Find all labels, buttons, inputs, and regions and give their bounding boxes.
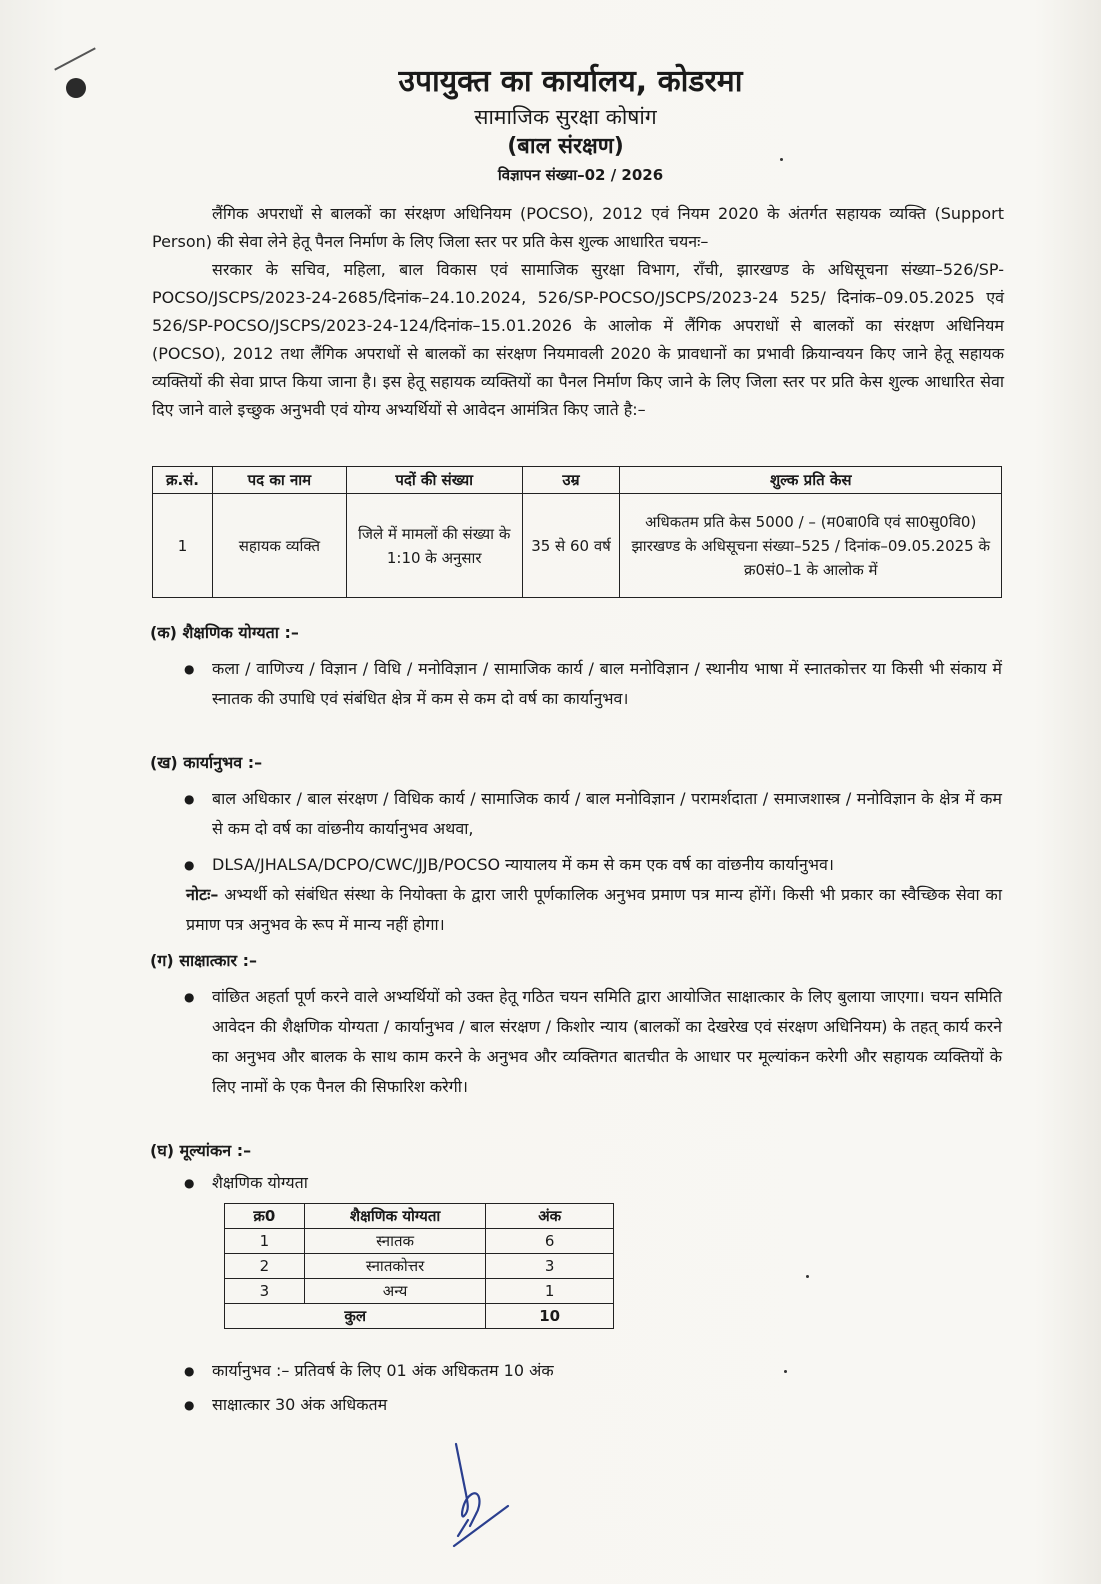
- section-interview: [150, 946, 1002, 1102]
- header-post-name: पद का नाम: [212, 467, 346, 494]
- cell-age: 35 से 60 वर्ष: [522, 494, 620, 598]
- marks-value: 6: [486, 1229, 614, 1254]
- table-row: [225, 1254, 614, 1279]
- marks-total-value: 10: [486, 1304, 614, 1329]
- signature-mark: [450, 1440, 520, 1550]
- section-heading: (घ) मूल्यांकन :–: [150, 1141, 252, 1160]
- header-age: उम्र: [522, 467, 620, 494]
- list-item: ● कला / वाणिज्य / विज्ञान / विधि / मनोविज्ञान / सामाजिक कार्य / बाल मनोविज्ञान / स्थानीय भाषा में स्नातकोत्तर या किसी भी संकाय में स्नातक की उपाधि एवं संबंधित क्षेत्र में कम से कम दो वर्ष का कार्यानुभव।: [150, 654, 1002, 714]
- cell-name: (बाल संरक्षण): [507, 134, 624, 159]
- list-item: ● साक्षात्कार 30 अंक अधिकतम: [150, 1390, 1002, 1420]
- marks-value: 1: [486, 1279, 614, 1304]
- table-row: [153, 494, 1002, 598]
- header-fee: शुल्क प्रति केस: [620, 467, 1002, 494]
- marks-header-marks: अंक: [486, 1204, 614, 1229]
- speck: [784, 1370, 787, 1373]
- department-name: सामाजिक सुरक्षा कोषांग: [474, 105, 657, 129]
- section-heading: (ग) साक्षात्कार :–: [150, 951, 258, 970]
- note-label: नोटः–: [186, 885, 219, 904]
- speck: [780, 158, 783, 161]
- marks-header-serial: क्र0: [225, 1204, 305, 1229]
- cell-post-count: जिले में मामलों की संख्या के 1:10 के अनुसार: [346, 494, 522, 598]
- advertisement-number: विज्ञापन संख्या–02 / 2026: [497, 166, 664, 184]
- note-text: अभ्यर्थी को संबंधित संस्था के नियोक्ता के द्वारा जारी पूर्णकालिक अनुभव प्रमाण पत्र मान्य होंगें। किसी भी प्रकार का स्वैच्छिक सेवा का प्रमाण पत्र अनुभव के रूप में मान्य नहीं होगा।: [186, 885, 1002, 934]
- marks-total-row: [225, 1304, 614, 1329]
- list-item: ● बाल अधिकार / बाल संरक्षण / विधिक कार्य / सामाजिक कार्य / बाल मनोविज्ञान / परामर्शदाता / समाजशास्त्र / मनोविज्ञान के क्षेत्र में कम से कम दो वर्ष का वांछनीय कार्यानुभव अथवा,: [150, 784, 1002, 844]
- cell-fee: अधिकतम प्रति केस 5000 / – (म0बा0वि एवं सा0सु0वि0) झारखण्ड के अधिसूचना संख्या–525 / दिनांक–09.05.2025 के क्र0सं0–1 के आलोक में: [620, 494, 1002, 598]
- marks-serial: 1: [225, 1229, 305, 1254]
- section-evaluation: [150, 1136, 1002, 1198]
- table-header-row: [153, 467, 1002, 494]
- marks-header-row: [225, 1204, 614, 1229]
- marks-table: [224, 1203, 614, 1329]
- marks-value: 3: [486, 1254, 614, 1279]
- marks-qualification: अन्य: [304, 1279, 486, 1304]
- speck: [806, 1275, 809, 1278]
- table-row: [225, 1279, 614, 1304]
- cell-post-name: सहायक व्यक्ति: [212, 494, 346, 598]
- marks-serial: 3: [225, 1279, 305, 1304]
- marks-qualification: स्नातक: [304, 1229, 486, 1254]
- intro-paragraph-2: सरकार के सचिव, महिला, बाल विकास एवं सामाजिक सुरक्षा विभाग, राँची, झारखण्ड के अधिसूचना संख्या–526/SP-POCSO/JSCPS/2023-24-2685/दिनांक–24.10.2024, 526/SP-POCSO/JSCPS/2023-24 525/ दिनांक–09.05.2025 एवं 526/SP-POCSO/JSCPS/2023-24-124/दिनांक–15.01.2026 के आलोक में लैंगिक अपराधों से बालकों का संरक्षण अधिनियम (POCSO), 2012 तथा लैंगिक अपराधों से बालकों का संरक्षण नियमावली 2020 के प्रावधानों का प्रभावी क्रियान्वयन किए जाने हेतू सहायक व्यक्तियों की सेवा प्राप्त किया जाना है। इस हेतू सहायक व्यक्तियों का पैनल निर्माण किए जाने के लिए जिला स्तर पर प्रति केस शुल्क आधारित सेवा दिए जाने वाले इच्छुक अनुभवी एवं योग्य अभ्यर्थियों से आवेदन आमंत्रित किए जाते है:–: [152, 260, 1004, 419]
- section-heading: (ख) कार्यानुभव :–: [150, 753, 263, 772]
- list-item: ● कार्यानुभव :– प्रतिवर्ष के लिए 01 अंक अधिकतम 10 अंक: [150, 1356, 1002, 1386]
- marks-qualification: स्नातकोत्तर: [304, 1254, 486, 1279]
- section-evaluation-more: [150, 1356, 1002, 1420]
- marks-serial: 2: [225, 1254, 305, 1279]
- intro-text: [152, 200, 1004, 424]
- header-post-count: पदों की संख्या: [346, 467, 522, 494]
- section-experience: [150, 748, 1002, 940]
- office-title: उपायुक्त का कार्यालय, कोडरमा: [398, 64, 743, 99]
- section-heading: (क) शैक्षणिक योग्यता :–: [150, 623, 299, 642]
- list-item: ● DLSA/JHALSA/DCPO/CWC/JJB/POCSO न्यायालय में कम से कम एक वर्ष का वांछनीय कार्यानुभव।: [150, 850, 1002, 880]
- header-serial: क्र.सं.: [153, 467, 213, 494]
- cell-serial: 1: [153, 494, 213, 598]
- post-table: [152, 466, 1002, 598]
- marks-total-label: कुल: [225, 1304, 486, 1329]
- table-row: [225, 1229, 614, 1254]
- intro-paragraph-1: लैंगिक अपराधों से बालकों का संरक्षण अधिनियम (POCSO), 2012 एवं नियम 2020 के अंतर्गत सहायक व्यक्ति (Support Person) की सेवा लेने हेतू पैनल निर्माण के लिए जिला स्तर पर प्रति केस शुल्क आधारित चयनः–: [152, 204, 1004, 251]
- letterhead: [0, 62, 1101, 188]
- list-item: ● शैक्षणिक योग्यता: [150, 1168, 1002, 1198]
- note: [150, 880, 1002, 940]
- marks-header-qualification: शैक्षणिक योग्यता: [304, 1204, 486, 1229]
- list-item: ● वांछित अहर्ता पूर्ण करने वाले अभ्यर्थियों को उक्त हेतू गठित चयन समिति द्वारा आयोजित साक्षात्कार के लिए बुलाया जाएगा। चयन समिति आवेदन की शैक्षणिक योग्यता / कार्यानुभव / बाल संरक्षण / किशोर न्याय (बालकों का देखरेख एवं संरक्षण अधिनियम) के तहत् कार्य करने का अनुभव और बालक के साथ काम करने के अनुभव और व्यक्तिगत बातचीत के आधार पर मूल्यांकन करेगी और सहायक व्यक्तियों के लिए नामों के एक पैनल की सिफारिश करेगी।: [150, 982, 1002, 1102]
- section-education: [150, 618, 1002, 714]
